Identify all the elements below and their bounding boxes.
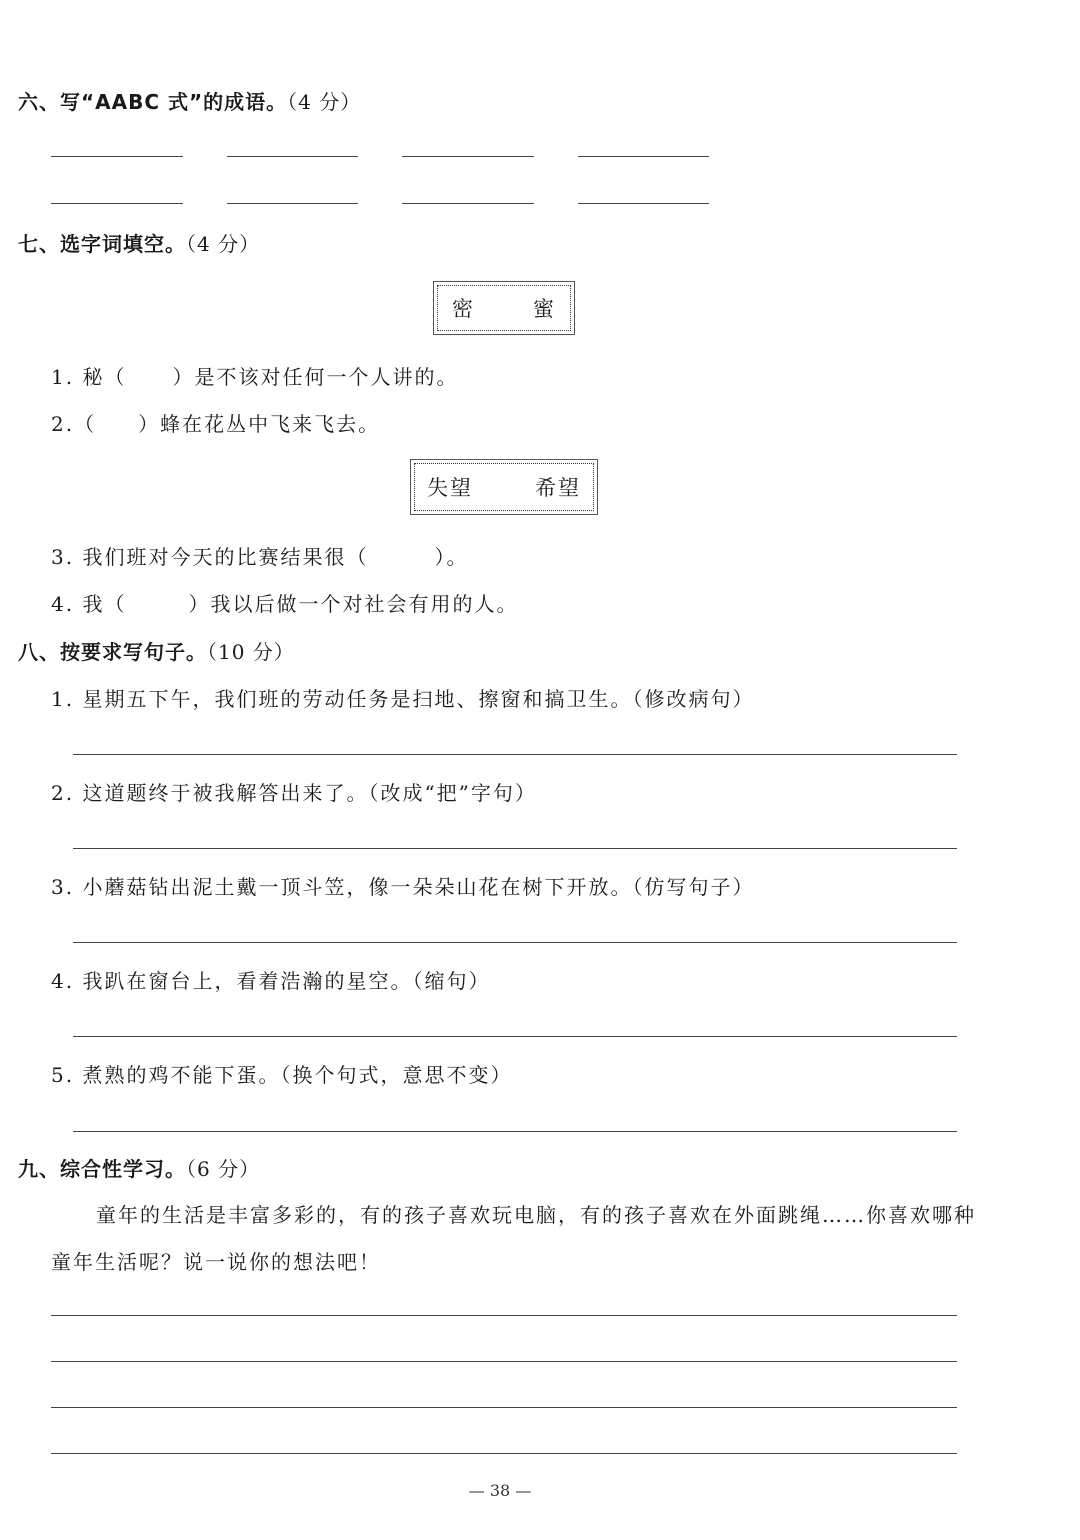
- section-7-title: 七、选字词填空。: [18, 232, 186, 256]
- fill-question-3-pre: 3. 我们班对今天的比赛结果很（: [51, 545, 369, 569]
- essay-answer-line-3[interactable]: [51, 1407, 957, 1408]
- prompt-paragraph-line-1: 童年的生活是丰富多彩的，有的孩子喜欢玩电脑，有的孩子喜欢在外面跳绳……你喜欢哪种: [96, 1203, 976, 1227]
- sentence-answer-line-1[interactable]: [73, 754, 957, 755]
- prompt-paragraph-line-2: 童年生活呢？说一说你的想法吧！: [51, 1250, 381, 1274]
- word-choice-hope: 希望: [535, 476, 581, 500]
- idiom-answer-line-1[interactable]: [51, 156, 183, 157]
- essay-answer-line-4[interactable]: [51, 1453, 957, 1454]
- idiom-answer-line-8[interactable]: [578, 203, 709, 204]
- idiom-answer-line-4[interactable]: [578, 156, 709, 157]
- word-choice-disappointed: 失望: [427, 476, 473, 500]
- word-choice-box-2: [414, 463, 594, 511]
- sentence-task-3: 3. 小蘑菇钻出泥土戴一顶斗笠，像一朵朵山花在树下开放。（仿写句子）: [51, 875, 755, 899]
- fill-question-1: [51, 361, 458, 390]
- idiom-answer-line-5[interactable]: [51, 203, 183, 204]
- word-choice-box-1: [437, 285, 571, 331]
- fill-question-3-post: ）。: [434, 545, 469, 569]
- section-7-points: （4 分）: [186, 232, 261, 256]
- section-9-heading: [18, 1153, 260, 1182]
- idiom-answer-line-3[interactable]: [402, 156, 534, 157]
- idiom-answer-line-6[interactable]: [227, 203, 358, 204]
- section-8-points: （10 分）: [207, 640, 295, 664]
- section-9-points: （6 分）: [186, 1157, 261, 1181]
- fill-question-2-post: ）蜂在花丛中飞来飞去。: [138, 412, 381, 436]
- essay-answer-line-2[interactable]: [51, 1361, 957, 1362]
- idiom-answer-line-7[interactable]: [402, 203, 534, 204]
- section-6-title: 六、写“AABC 式”的成语。: [18, 90, 288, 114]
- sentence-task-5: 5. 煮熟的鸡不能下蛋。（换个句式，意思不变）: [51, 1063, 513, 1087]
- section-6-points: （4 分）: [287, 90, 362, 114]
- section-6-heading: [18, 86, 361, 115]
- idiom-answer-line-2[interactable]: [227, 156, 358, 157]
- sentence-answer-line-3[interactable]: [73, 942, 957, 943]
- fill-question-2: [51, 408, 380, 437]
- fill-question-4-pre: 4. 我（: [51, 592, 127, 616]
- word-choice-mi-honey: 蜜: [533, 297, 556, 321]
- section-9-title: 九、综合性学习。: [18, 1157, 186, 1181]
- fill-question-1-pre: 1. 秘（: [51, 365, 127, 389]
- section-7-heading: [18, 228, 260, 257]
- page-number: — 38 —: [468, 1481, 532, 1500]
- sentence-task-4: 4. 我趴在窗台上，看着浩瀚的星空。（缩句）: [51, 969, 491, 993]
- section-8-title: 八、按要求写句子。: [18, 640, 207, 664]
- sentence-task-2: 2. 这道题终于被我解答出来了。（改成“把”字句）: [51, 781, 537, 805]
- sentence-answer-line-2[interactable]: [73, 848, 957, 849]
- sentence-answer-line-5[interactable]: [73, 1131, 957, 1132]
- fill-question-3: [51, 541, 468, 570]
- fill-question-1-post: ）是不该对任何一个人讲的。: [172, 365, 459, 389]
- fill-question-4-post: ）我以后做一个对社会有用的人。: [188, 592, 519, 616]
- sentence-answer-line-4[interactable]: [73, 1036, 957, 1037]
- essay-answer-line-1[interactable]: [51, 1315, 957, 1316]
- word-choice-mi-secret: 密: [452, 297, 475, 321]
- fill-question-2-pre: 2.（: [51, 412, 97, 436]
- fill-question-4: [51, 588, 518, 617]
- sentence-task-1: 1. 星期五下午，我们班的劳动任务是扫地、擦窗和搞卫生。（修改病句）: [51, 687, 755, 711]
- section-8-heading: [18, 636, 295, 665]
